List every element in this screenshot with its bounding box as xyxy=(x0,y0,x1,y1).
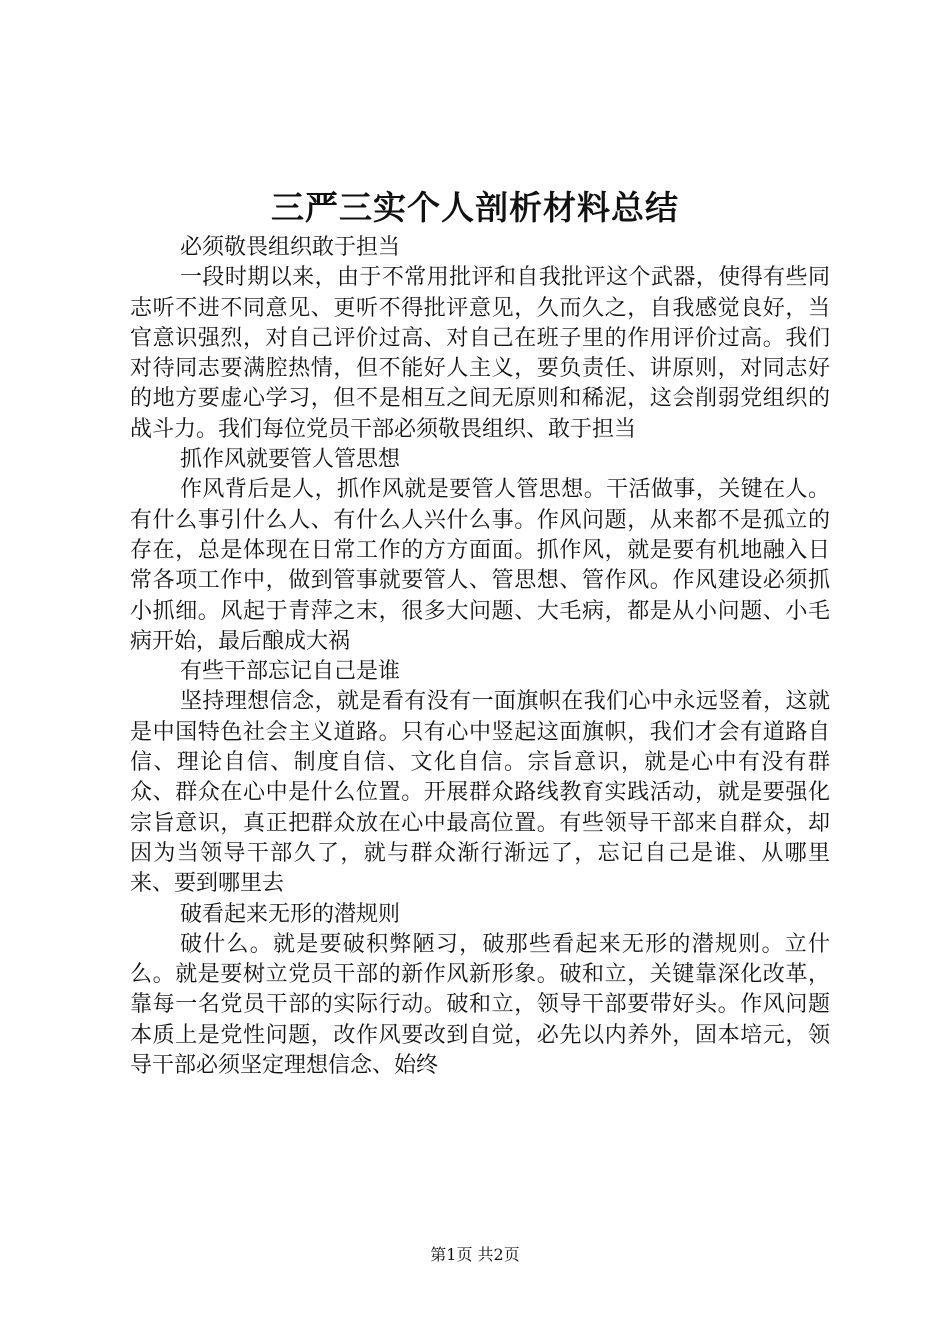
document-body xyxy=(130,233,830,1081)
body-paragraph-1: 一段时期以来，由于不常用批评和自我批评这个武器，使得有些同志听不进不同意见、更听不得批评意见，久而久之，自我感觉良好，当官意识强烈，对自己评价过高、对自己在班子里的作用评价过高。我们对待同志要满腔热情，但不能好人主义，要负责任、讲原则，对同志好的地方要虚心学习，但不是相互之间无原则和稀泥，这会削弱党组织的战斗力。我们每位党员干部必须敬畏组织、敢于担当 xyxy=(130,265,830,442)
body-paragraph-3: 坚持理想信念，就是看有没有一面旗帜在我们心中永远竖着，这就是中国特色社会主义道路。只有心中竖起这面旗帜，我们才会有道路自信、理论自信、制度自信、文化自信。宗旨意识，就是心中有没有群众、群众在心中是什么位置。开展群众路线教育实践活动，就是要强化宗旨意识，真正把群众放在心中最高位置。有些领导干部来自群众，却因为当领导干部久了，就与群众渐行渐远了，忘记自己是谁、从哪里来、要到哪里去 xyxy=(130,689,830,897)
section-heading-3: 有些干部忘记自己是谁 xyxy=(180,659,401,685)
section-heading-1: 必须敬畏组织敢于担当 xyxy=(180,235,401,260)
section-heading-2: 抓作风就要管人管思想 xyxy=(180,447,401,473)
document-title: 三严三实个人剖析材料总结 xyxy=(271,188,679,227)
body-paragraph-4: 破什么。就是要破积弊陋习，破那些看起来无形的潜规则。立什么。就是要树立党员干部的新作风新形象。破和立，关键靠深化改革，靠每一名党员干部的实际行动。破和立，领导干部要带好头。作风问题本质上是党性问题，改作风要改到自觉，必先以内养外，固本培元，领导干部必须坚定理想信念、始终 xyxy=(130,931,830,1079)
body-paragraph-2: 作风背后是人，抓作风就是要管人管思想。干活做事，关键在人。有什么事引什么人、有什么人兴什么事。作风问题，从来都不是孤立的存在，总是体现在日常工作的方方面面。抓作风，就是要有机地融入日常各项工作中，做到管事就要管人、管思想、管作风。作风建设必须抓小抓细。风起于青萍之末，很多大问题、大毛病，都是从小问题、小毛病开始，最后酿成大祸 xyxy=(130,477,830,654)
page-number-footer: 第1页 共2页 xyxy=(430,1245,520,1264)
section-heading-4: 破看起来无形的潜规则 xyxy=(180,901,401,927)
